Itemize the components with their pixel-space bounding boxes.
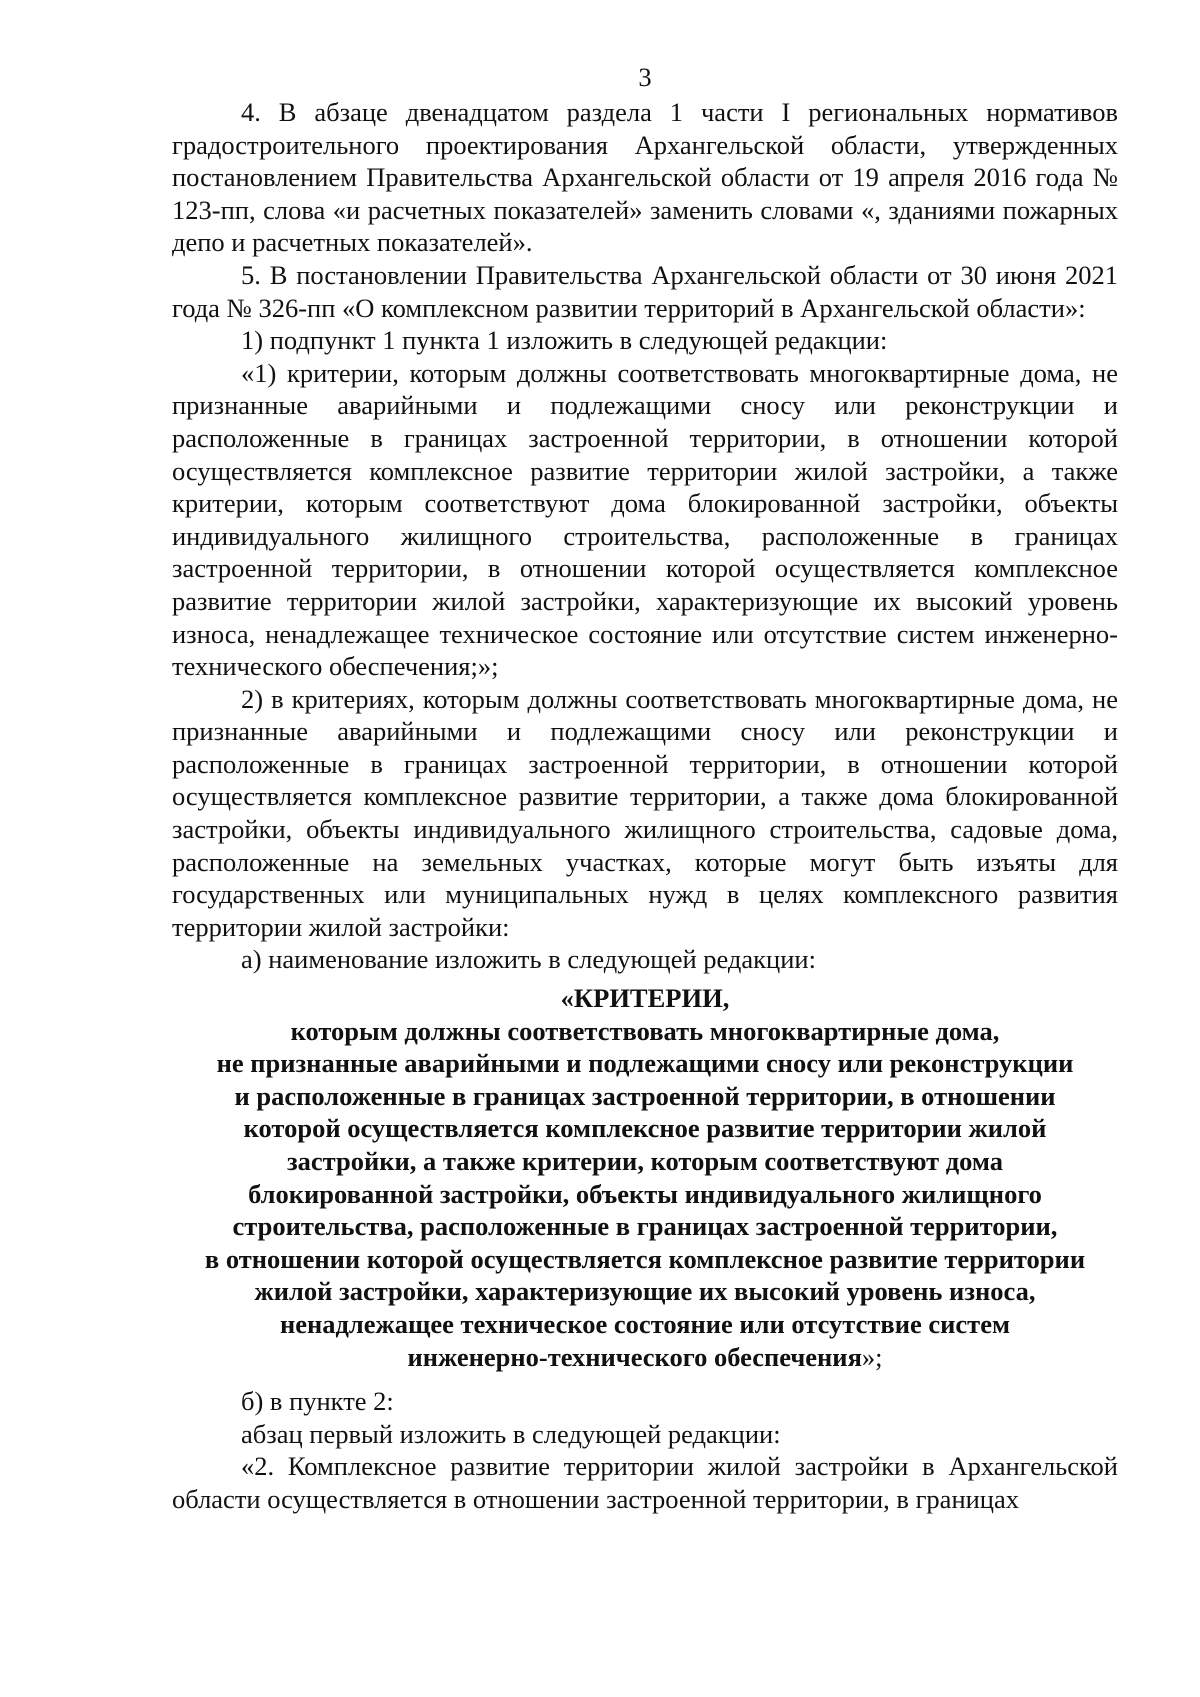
- criteria-heading-line: жилой застройки, характеризующие их высокий уровень износа,: [254, 1276, 1036, 1307]
- criteria-heading-title: «КРИТЕРИИ,: [560, 983, 730, 1014]
- criteria-heading-line: ненадлежащее техническое состояние или отсутствие систем: [279, 1308, 1011, 1339]
- criteria-heading-body: [172, 1015, 1118, 1374]
- page-number: 3: [638, 62, 652, 92]
- paragraph-quoted-criteria: «1) критерии, которым должны соответствовать многоквартирные дома, не признанные аварийными и подлежащими сносу или реконструкции и расположенные в границах застроенной территории, в отношении которой осуществляется комплексное развитие территории жилой застройки, а также критерии, которым соответствуют дома блокированной застройки, объекты индивидуального жилищного строительства, расположенные в границах застроенной территории, в отношении которой осуществляется комплексное развитие территории жилой застройки, характеризующие их высокий уровень износа, ненадлежащее техническое состояние или отсутствие систем инженерно-технического обеспечения;»;: [172, 357, 1118, 682]
- paragraph-subitem-1: 1) подпункт 1 пункта 1 изложить в следующей редакции:: [241, 325, 888, 356]
- paragraph-subitem-b: б) в пункте 2:: [241, 1386, 394, 1417]
- criteria-heading: [172, 982, 1118, 1373]
- paragraph-first-abzac: абзац первый изложить в следующей редакции:: [241, 1418, 781, 1449]
- criteria-heading-line: строительства, расположенные в границах застроенной территории,: [232, 1211, 1058, 1242]
- document-page: [172, 62, 1118, 1516]
- paragraph-item-4: 4. В абзаце двенадцатом раздела 1 части I региональных нормативов градостроительного проектирования Архангельской области, утвержденных постановлением Правительства Архангельской области от 19 апреля 2016 года № 123-пп, слова «и расчетных показателей» заменить словами «, зданиями пожарных депо и расчетных показателей».: [172, 97, 1118, 258]
- paragraph-subitem-2: 2) в критериях, которым должны соответствовать многоквартирные дома, не признанные аварийными и подлежащими сносу или реконструкции и расположенные в границах застроенной территории, в отношении которой осуществляется комплексное развитие территории, а также дома блокированной застройки, объекты индивидуального жилищного строительства, садовые дома, расположенные на земельных участках, которые могут быть изъяты для государственных или муниципальных нужд в целях комплексного развития территории жилой застройки:: [172, 683, 1118, 942]
- paragraph-subitem-a: а) наименование изложить в следующей редакции:: [241, 944, 816, 975]
- paragraph-quoted-point-2: «2. Комплексное развитие территории жилой застройки в Архангельской области осуществляется в отношении застроенной территории, в границах: [172, 1451, 1118, 1514]
- criteria-heading-line: не признанные аварийными и подлежащими сносу или реконструкции: [216, 1048, 1074, 1079]
- criteria-heading-closing-quote: »;: [861, 1341, 883, 1372]
- paragraph-item-5: 5. В постановлении Правительства Архангельской области от 30 июня 2021 года № 326-пп «О комплексном развитии территорий в Архангельской области»:: [172, 259, 1118, 323]
- criteria-heading-line: которым должны соответствовать многоквартирные дома,: [290, 1015, 1000, 1046]
- criteria-heading-line: застройки, а также критерии, которым соответствуют дома: [286, 1146, 1004, 1176]
- criteria-heading-line: блокированной застройки, объекты индивидуального жилищного: [248, 1178, 1042, 1209]
- criteria-heading-line: которой осуществляется комплексное развитие территории жилой: [243, 1113, 1047, 1144]
- criteria-heading-last-text: инженерно-технического обеспечения: [407, 1341, 862, 1372]
- criteria-heading-last-line: [172, 1341, 1118, 1374]
- criteria-heading-line: в отношении которой осуществляется комплексное развитие территории: [204, 1243, 1086, 1274]
- criteria-heading-line: и расположенные в границах застроенной территории, в отношении: [234, 1080, 1056, 1111]
